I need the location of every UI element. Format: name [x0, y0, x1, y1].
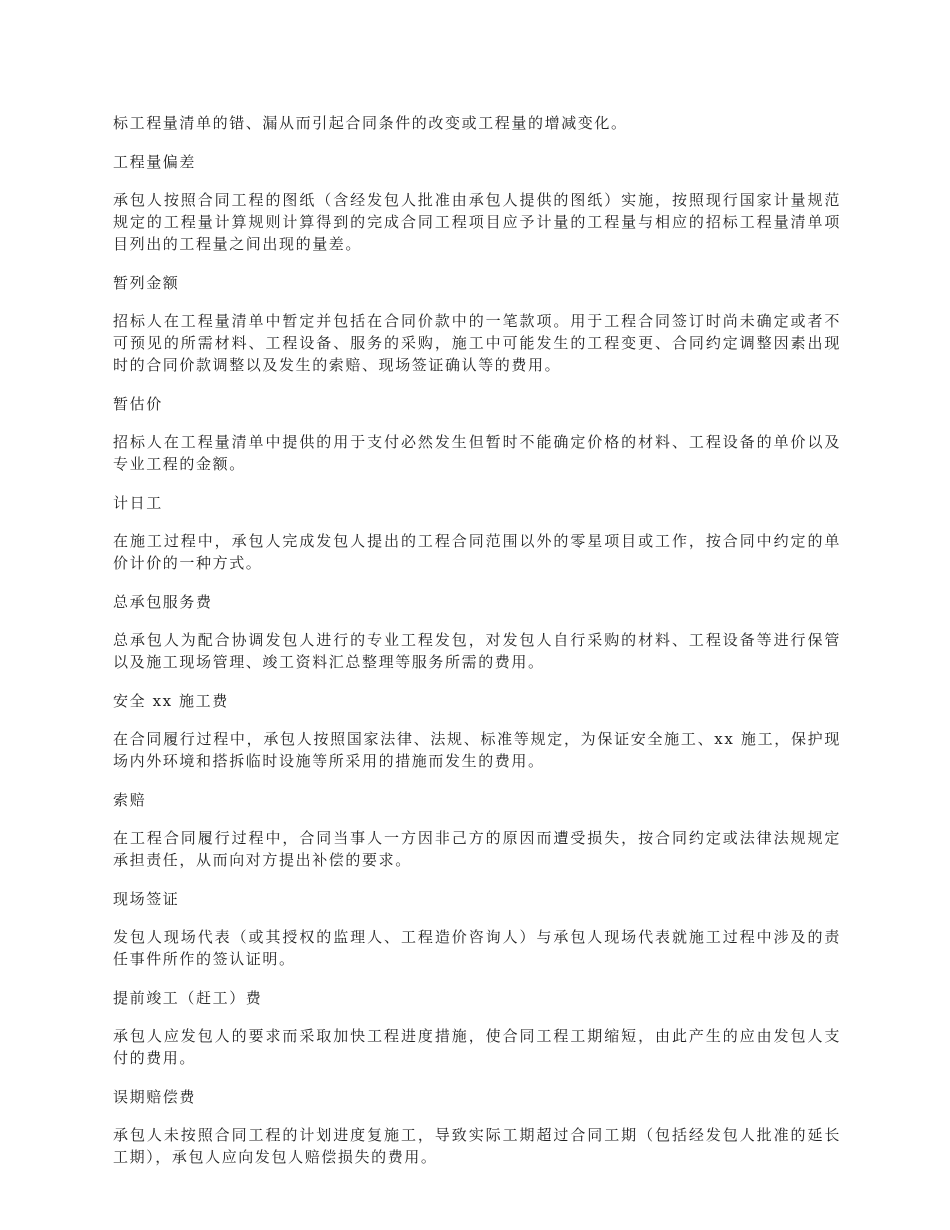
paragraph: 承包人按照合同工程的图纸（含经发包人批准由承包人提供的图纸）实施，按照现行国家计量规范规定的工程量计算规则计算得到的完成合同工程项目应予计量的工程量与相应的招标工程量清单项目列出的工程量之间出现的量差。 [113, 191, 841, 253]
paragraph: 在合同履行过程中，承包人按照国家法律、法规、标准等规定，为保证安全施工、xx 施工，保护现场内外环境和搭拆临时设施等所采用的措施而发生的费用。 [113, 730, 841, 770]
term-heading: 工程量偏差 [113, 153, 197, 171]
paragraph: 招标人在工程量清单中提供的用于支付必然发生但暂时不能确定价格的材料、工程设备的单价以及专业工程的金额。 [113, 433, 841, 473]
document-body [113, 112, 841, 1185]
term-heading: 安全 xx 施工费 [113, 692, 229, 710]
paragraph: 在施工过程中，承包人完成发包人提出的工程合同范围以外的零星项目或工作，按合同中约定的单价计价的一种方式。 [113, 532, 841, 572]
term-heading: 计日工 [113, 494, 163, 512]
term-heading: 提前竣工（赶工）费 [113, 989, 263, 1007]
term-heading: 索赔 [113, 791, 147, 809]
paragraph: 总承包人为配合协调发包人进行的专业工程发包，对发包人自行采购的材料、工程设备等进行保管以及施工现场管理、竣工资料汇总整理等服务所需的费用。 [113, 631, 841, 671]
term-heading: 现场签证 [113, 890, 180, 908]
paragraph: 招标人在工程量清单中暂定并包括在合同价款中的一笔款项。用于工程合同签订时尚未确定或者不可预见的所需材料、工程设备、服务的采购，施工中可能发生的工程变更、合同约定调整因素出现时的合同价款调整以及发生的索赔、现场签证确认等的费用。 [113, 312, 841, 374]
paragraph: 承包人应发包人的要求而采取加快工程进度措施，使合同工程工期缩短，由此产生的应由发包人支付的费用。 [113, 1027, 841, 1067]
paragraph: 标工程量清单的错、漏从而引起合同条件的改变或工程量的增减变化。 [113, 114, 628, 132]
paragraph: 在工程合同履行过程中，合同当事人一方因非己方的原因而遭受损失，按合同约定或法律法规规定承担责任，从而向对方提出补偿的要求。 [113, 829, 841, 869]
term-heading: 误期赔偿费 [113, 1088, 197, 1106]
term-heading: 暂估价 [113, 395, 163, 413]
paragraph: 承包人未按照合同工程的计划进度复施工，导致实际工期超过合同工期（包括经发包人批准的延长工期），承包人应向发包人赔偿损失的费用。 [113, 1126, 841, 1166]
paragraph: 发包人现场代表（或其授权的监理人、工程造价咨询人）与承包人现场代表就施工过程中涉及的责任事件所作的签认证明。 [113, 928, 841, 968]
term-heading: 暂列金额 [113, 274, 180, 292]
term-heading: 总承包服务费 [113, 593, 213, 611]
